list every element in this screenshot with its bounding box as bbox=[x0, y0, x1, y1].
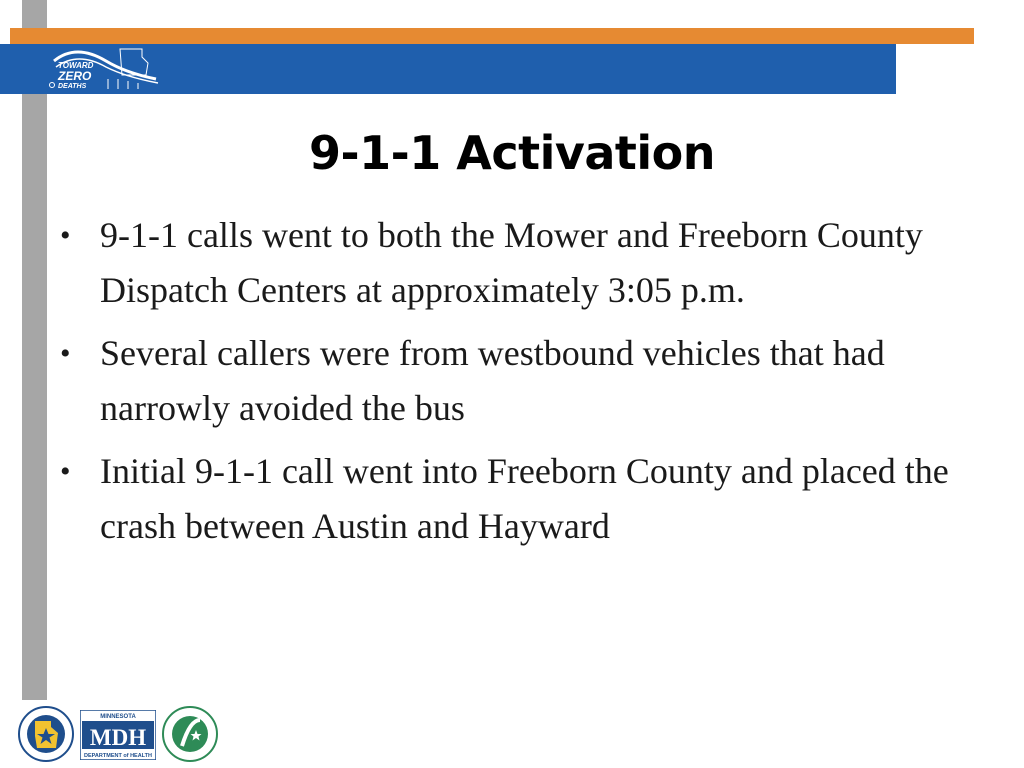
slide-title: 9-1-1 Activation bbox=[309, 126, 715, 180]
public-safety-seal-logo bbox=[18, 706, 74, 762]
bullet-dot-icon: • bbox=[60, 337, 71, 370]
bullet-text: Several callers were from westbound vehicles that had narrowly avoided the bus bbox=[100, 333, 885, 428]
bullet-item bbox=[60, 326, 980, 436]
bullet-item bbox=[60, 208, 980, 318]
logo-word-toward: TOWARD bbox=[58, 61, 94, 70]
bullet-dot-icon: • bbox=[60, 219, 71, 252]
mdh-main-text: MDH bbox=[89, 725, 147, 750]
mndot-logo bbox=[162, 706, 218, 762]
logo-word-zero: ZERO bbox=[58, 69, 92, 83]
top-orange-bar bbox=[10, 28, 974, 44]
bullet-text: 9-1-1 calls went to both the Mower and Freeborn County Dispatch Centers at approximately 3:05 p.m. bbox=[100, 215, 923, 310]
bullet-list bbox=[60, 208, 980, 562]
mdh-top-text: MINNESOTA bbox=[100, 714, 136, 720]
bullet-text: Initial 9-1-1 call went into Freeborn County and placed the crash between Austin and Hayward bbox=[100, 451, 949, 546]
logo-word-deaths: DEATHS bbox=[58, 83, 87, 90]
mdh-logo bbox=[80, 710, 156, 760]
mdh-bottom-text: DEPARTMENT of HEALTH bbox=[84, 753, 152, 759]
bullet-dot-icon: • bbox=[60, 455, 71, 488]
bullet-item bbox=[60, 444, 980, 554]
left-gray-bar bbox=[22, 0, 47, 700]
